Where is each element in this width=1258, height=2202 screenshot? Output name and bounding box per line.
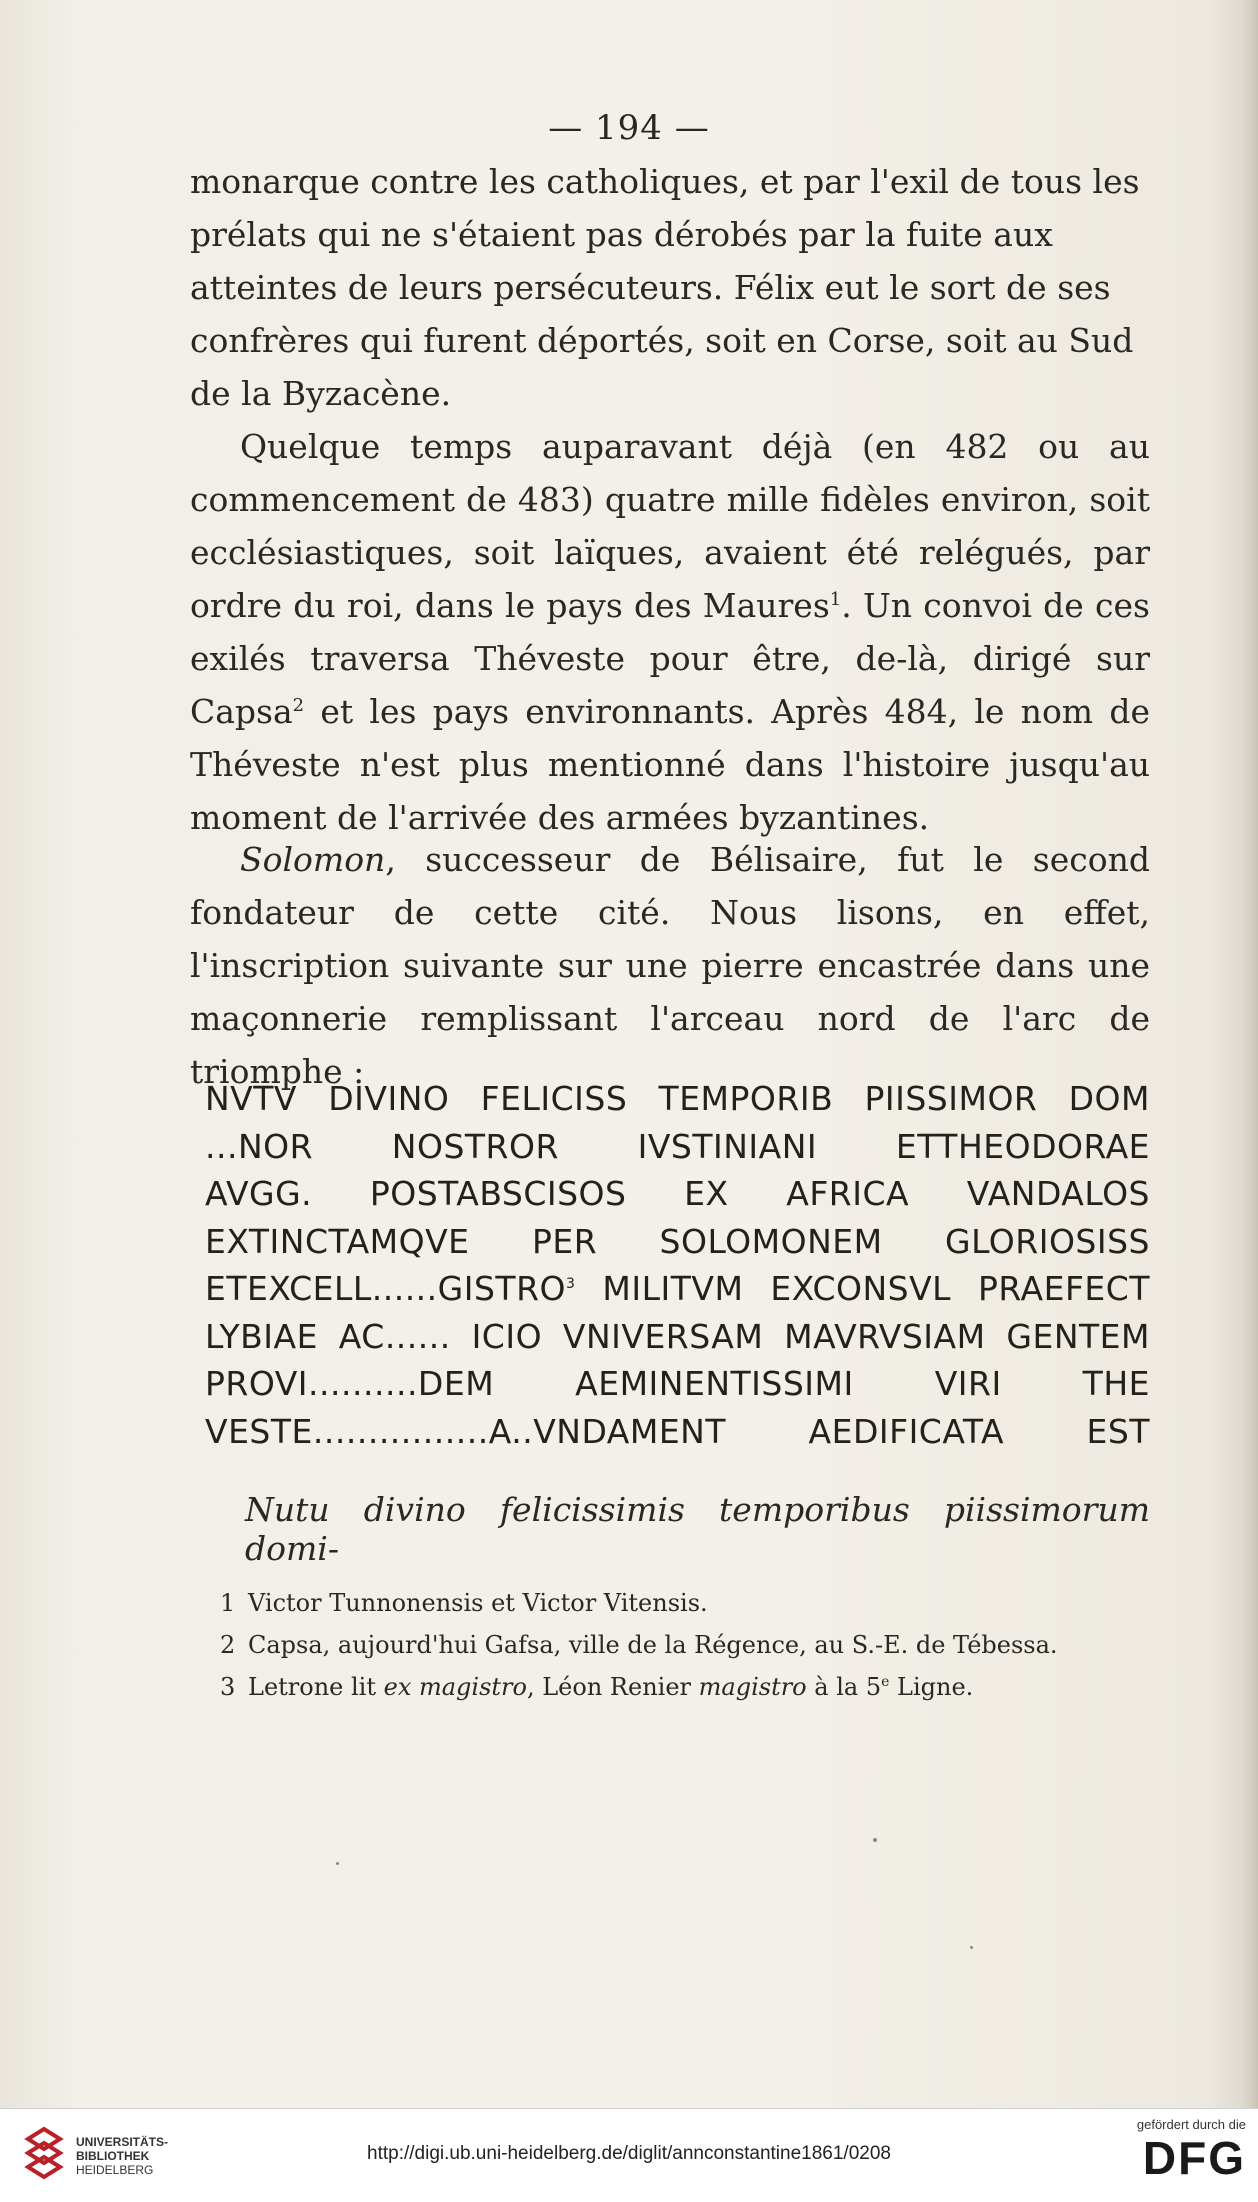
library-name-line: HEIDELBERG xyxy=(76,2163,154,2177)
scan-speck xyxy=(873,1838,877,1842)
footer-bar xyxy=(0,2108,1258,2202)
page-edge-shadow xyxy=(1244,0,1258,2108)
paragraph-1-line: prélats qui ne s'étaient pas dérobés par la fuite aux xyxy=(190,215,1053,254)
paragraph-2-part1: Quelque temps auparavant déjà (en 482 ou au commencement de 483) quatre mille fidèles environ, soit ecclésiastiques, soit laïques, avaient été relégués, par ordre du roi, dans le pays des Maures xyxy=(190,427,1150,625)
footnote-emphasis: ex magistro xyxy=(383,1673,527,1701)
library-name-line: BIBLIOTHEK xyxy=(76,2149,150,2163)
page-number-header: — 194 — xyxy=(548,108,710,148)
inscription-line: EXTINCTAMQVE PER SOLOMONEM GLORIOSISS xyxy=(205,1221,1150,1261)
footnote-ref-3: 3 xyxy=(565,1276,576,1292)
paragraph-1-line: confrères qui furent déportés, soit en Corse, soit au Sud xyxy=(190,321,1134,360)
library-name-line: UNIVERSITÄTS- xyxy=(76,2135,169,2149)
footnote-text: Capsa, aujourd'hui Gafsa, ville de la Régence, au S.-E. de Tébessa. xyxy=(248,1631,1058,1659)
footnote-text: Ligne. xyxy=(889,1673,974,1701)
paragraph-2 xyxy=(190,420,1150,844)
footnote-3 xyxy=(220,1666,1160,1708)
permalink-url[interactable]: http://digi.ub.uni-heidelberg.de/diglit/annconstantine1861/0208 xyxy=(367,2143,891,2164)
footnote-number: 2 xyxy=(220,1631,236,1659)
scan-speck xyxy=(336,1862,339,1865)
inscription-line: PROVI..........DEM AEMINENTISSIMI VIRI THE xyxy=(205,1364,1150,1403)
paragraph-2-text xyxy=(190,420,1150,844)
inscription-line: AVGG. POSTABSCISOS EX AFRICA VANDALOS xyxy=(205,1174,1150,1213)
footnote-2 xyxy=(220,1624,1160,1666)
footnote-ref-2: 2 xyxy=(292,695,305,716)
footnotes xyxy=(220,1582,1160,1708)
dfg-sponsor[interactable] xyxy=(1116,2117,1246,2184)
inscription-line-5b: MILITVM EXCONSVL PRAEFECT xyxy=(575,1269,1150,1308)
paragraph-3-rest: , successeur de Bélisaire, fut le second fondateur de cette cité. Nous lisons, en effet, l'inscription suivante sur une pierre encastrée dans une maçonnerie remplissant l'arceau nord de l'arc de triomphe : xyxy=(190,840,1150,1091)
paragraph-3 xyxy=(190,833,1150,1098)
dfg-logo: DFG xyxy=(1142,2132,1246,2184)
footnote-ref-1: 1 xyxy=(829,589,842,610)
inscription-line xyxy=(205,1265,1150,1313)
paragraph-2-part2: . Un convoi de ces exilés traversa Théveste pour être, de-là, dirigé sur Capsa xyxy=(190,586,1150,731)
inscription-line-5a: ETEXCELL......GISTRO xyxy=(205,1269,566,1308)
footnote-1 xyxy=(220,1582,1160,1624)
paragraph-1 xyxy=(190,155,1150,420)
paragraph-2-part3: et les pays environnants. Après 484, le nom de Théveste n'est plus mentionné dans l'histoire jusqu'au moment de l'arrivée des armées byzantines. xyxy=(190,692,1150,837)
footnote-text: Victor Tunnonensis et Victor Vitensis. xyxy=(248,1589,708,1617)
inscription-line: VESTE................A..VNDAMENT AEDIFICATA EST xyxy=(205,1411,1150,1451)
paragraph-1-line: de la Byzacène. xyxy=(190,374,452,413)
inscription-line: ...NOR NOSTROR IVSTINIANI ETTHEODORAE xyxy=(205,1126,1150,1166)
paragraph-1-line: atteintes de leurs persécuteurs. Félix eut le sort de ses xyxy=(190,268,1111,307)
paragraph-1-line: monarque contre les catholiques, et par l'exil de tous les xyxy=(190,162,1140,201)
sponsor-caption: gefördert durch die xyxy=(1136,2117,1246,2132)
footnote-text: , Léon Renier xyxy=(526,1673,699,1701)
solomon-name: Solomon xyxy=(240,840,386,879)
latin-transcription-line: Nutu divino felicissimis temporibus piissimorum domi- xyxy=(245,1490,1150,1568)
latin-inscription xyxy=(205,1075,1150,1455)
paragraph-3-text xyxy=(190,833,1150,1098)
footnote-number: 1 xyxy=(220,1589,236,1617)
inscription-line: NVTV DIVINO FELICISS TEMPORIB PIISSIMOR DOM xyxy=(205,1079,1150,1118)
scan-speck xyxy=(970,1946,973,1949)
footnote-text: à la 5 xyxy=(806,1673,882,1701)
footnote-text: Letrone lit xyxy=(248,1673,384,1701)
footnote-emphasis: magistro xyxy=(698,1673,807,1701)
inscription-line: LYBIAE AC...... ICIO VNIVERSAM MAVRVSIAM GENTEM xyxy=(205,1316,1150,1356)
footnote-superscript: e xyxy=(881,1674,890,1690)
footnote-number: 3 xyxy=(220,1673,236,1701)
